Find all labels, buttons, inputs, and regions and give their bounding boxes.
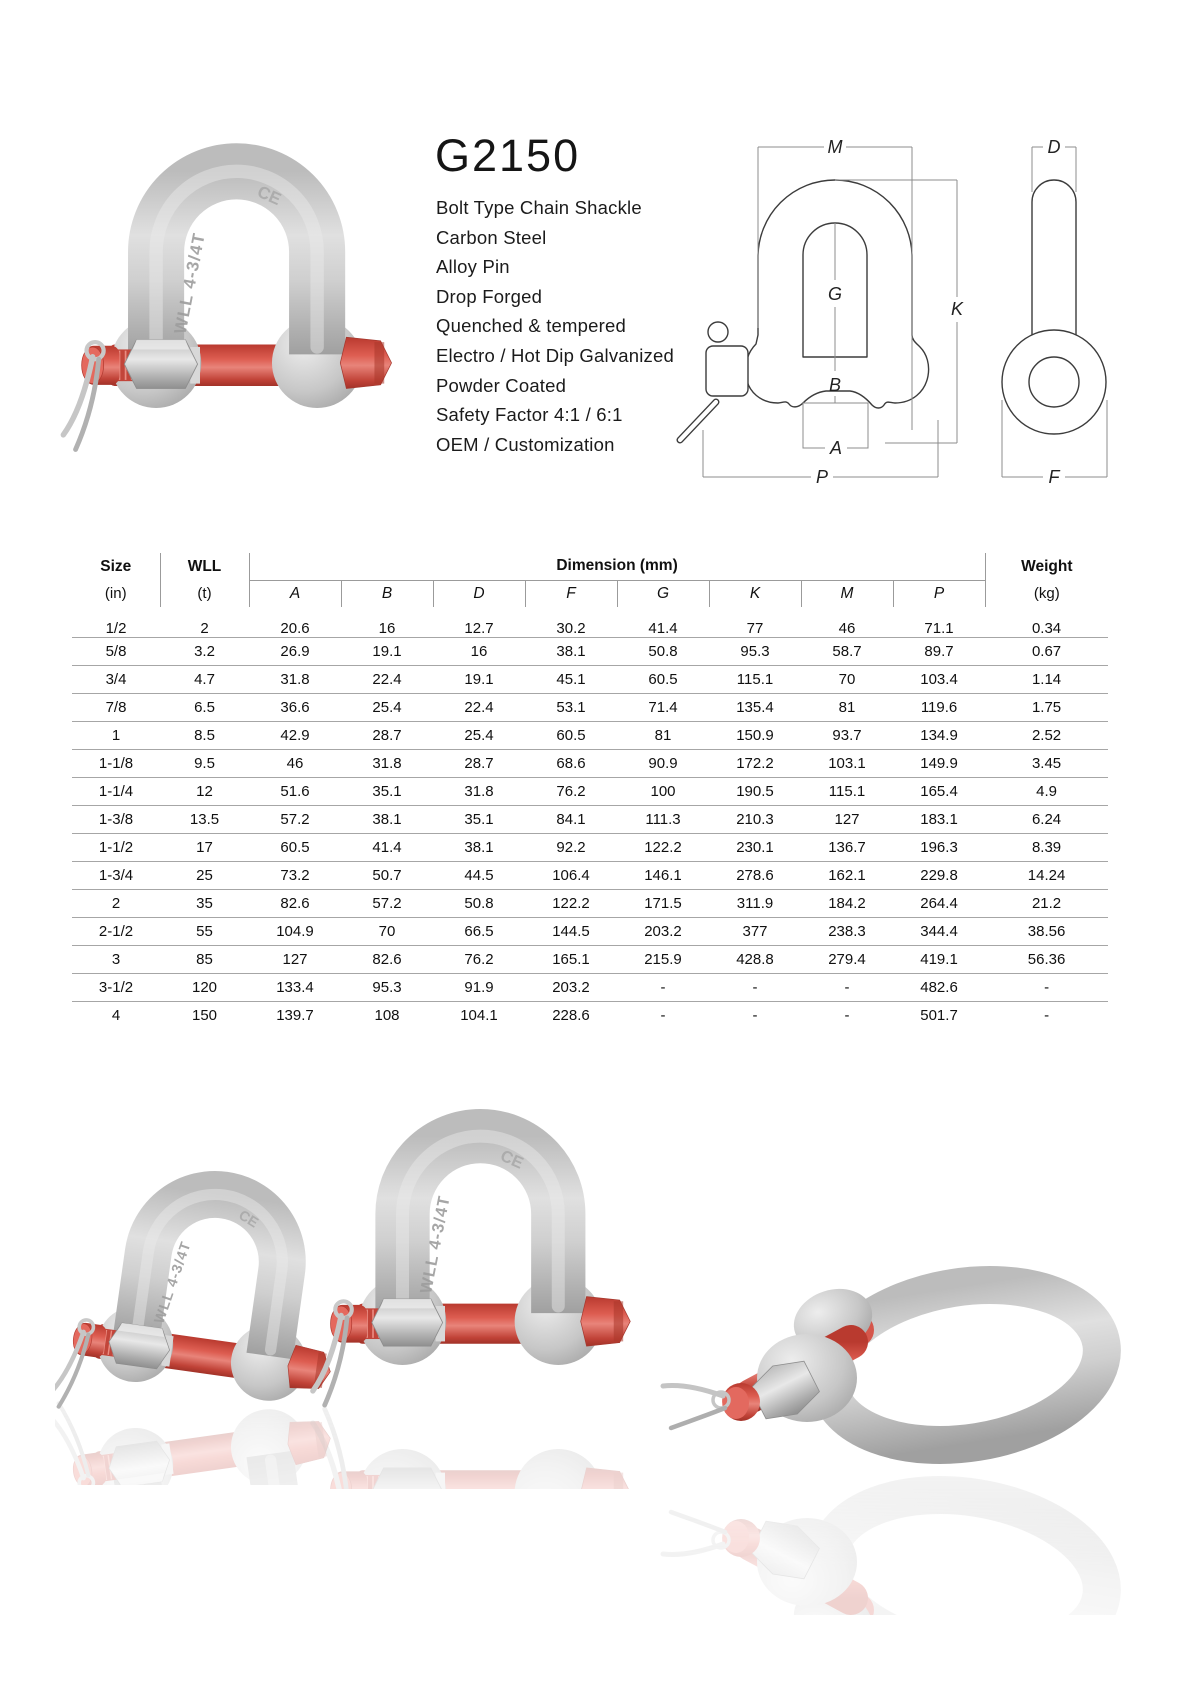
spec-cell: 53.1 [525,694,617,722]
spec-cell: 46 [249,750,341,778]
front-nut-outline [706,346,748,396]
spec-cell: 127 [801,806,893,834]
spec-cell: 9.5 [160,750,249,778]
spec-cell: 19.1 [433,666,525,694]
spec-cell: 56.36 [985,946,1108,974]
spec-row [72,778,1108,806]
spec-cell: 172.2 [709,750,801,778]
spec-cell: 57.2 [341,890,433,918]
spec-cell: 2-1/2 [72,918,160,946]
spec-cell: 127 [249,946,341,974]
spec-cell: - [985,974,1108,1002]
spec-cell: 81 [801,694,893,722]
spec-cell: 115.1 [801,778,893,806]
spec-row [72,834,1108,862]
spec-cell: 4 [111,1007,121,1025]
dim-label-k: K [950,299,964,319]
spec-cell: 6.24 [985,806,1108,834]
spec-row [72,890,1108,918]
spec-cell: 30.2 [525,607,617,638]
spec-cell: 146.1 [617,862,709,890]
spec-cell: - [617,974,709,1002]
spec-cell: 42.9 [249,722,341,750]
spec-row [72,946,1108,974]
front-cotter-pin-inner [680,402,716,440]
spec-cell: 16 [341,607,433,638]
spec-cell: 41.4 [341,834,433,862]
spec-cell: 21.2 [985,890,1108,918]
spec-cell: 119.6 [893,694,985,722]
spec-cell: 482.6 [893,974,985,1002]
spec-cell: 17 [160,834,249,862]
dim-label-b: B [828,375,842,395]
spec-cell: 120 [160,974,249,1002]
spec-cell: 344.4 [893,918,985,946]
spec-cell: 228.6 [552,1007,590,1025]
spec-table [72,553,1108,1030]
spec-cell: 70 [341,918,433,946]
spec-cell: 46 [801,607,893,638]
dim-col-F: F [525,580,617,607]
technical-drawing [640,100,1140,490]
spec-cell: 264.4 [893,890,985,918]
spec-cell: 50.8 [617,638,709,666]
spec-cell: 419.1 [893,946,985,974]
col-weight-unit: (kg) [985,580,1108,607]
spec-cell: 3-1/2 [72,974,160,1002]
spec-cell: 85 [160,946,249,974]
spec-cell: 71.4 [617,694,709,722]
spec-cell: 31.8 [341,750,433,778]
spec-cell: 19.1 [341,638,433,666]
spec-cell: - [660,1007,666,1025]
feature-item: Electro / Hot Dip Galvanized [436,344,674,366]
dim-label-f: F [1048,467,1060,487]
dim-label-p: P [815,467,829,487]
spec-cell: 60.5 [617,666,709,694]
spec-cell: 58.7 [801,638,893,666]
reflection-right [663,1476,1114,1655]
spec-cell: 5/8 [72,638,160,666]
dim-col-M: M [801,580,893,607]
spec-cell: - [1044,1007,1050,1025]
spec-cell: 82.6 [249,890,341,918]
spec-cell: 6.5 [160,694,249,722]
spec-cell: 73.2 [249,862,341,890]
spec-cell: 2 [72,890,160,918]
spec-cell: 1-3/4 [72,862,160,890]
spec-cell: 279.4 [801,946,893,974]
spec-cell: 3 [72,946,160,974]
spec-cell: 238.3 [801,918,893,946]
spec-cell: - [709,974,801,1002]
spec-cell: 2 [160,607,249,638]
spec-cell: 100 [617,778,709,806]
spec-cell: 3.2 [160,638,249,666]
spec-cell: 165.1 [525,946,617,974]
spec-cell: - [801,974,893,1002]
spec-cell: 44.5 [433,862,525,890]
spec-cell: 51.6 [249,778,341,806]
spec-cell: 190.5 [709,778,801,806]
spec-cell: 1-1/4 [72,778,160,806]
spec-cell: 16 [433,638,525,666]
reflection-left [55,1367,353,1635]
spec-cell: 77 [709,607,801,638]
spec-cell: 1 [72,722,160,750]
spec-cell: 428.8 [709,946,801,974]
col-weight-header: Weight [985,553,1108,580]
spec-cell: 50.7 [341,862,433,890]
col-wll-header: WLL [160,553,249,580]
spec-cell: 3.45 [985,750,1108,778]
reflection-center [313,1409,630,1655]
feature-item: Quenched & tempered [436,315,626,337]
feature-item: Bolt Type Chain Shackle [436,197,642,218]
spec-cell: 22.4 [433,694,525,722]
spec-cell: 215.9 [617,946,709,974]
spec-cell: 2.52 [985,722,1108,750]
product-photo-right [663,1266,1114,1463]
spec-cell: 230.1 [709,834,801,862]
spec-cell: 14.24 [985,862,1108,890]
spec-cell: 28.7 [341,722,433,750]
spec-cell: 25 [160,862,249,890]
product-gallery [55,1075,1130,1655]
spec-cell: 135.4 [709,694,801,722]
spec-cell: 71.1 [893,607,985,638]
spec-cell: 134.9 [893,722,985,750]
spec-row [72,806,1108,834]
spec-cell: 36.6 [249,694,341,722]
spec-cell: 22.4 [341,666,433,694]
spec-cell: 76.2 [525,778,617,806]
feature-item: OEM / Customization [436,433,615,455]
spec-cell: 210.3 [709,806,801,834]
spec-cell: 20.6 [249,607,341,638]
spec-cell: 8.39 [985,834,1108,862]
spec-cell: 196.3 [893,834,985,862]
spec-cell: 90.9 [617,750,709,778]
spec-cell: 7/8 [72,694,160,722]
spec-cell: 41.4 [617,607,709,638]
product-photo-main: WLL 4-3/4T [20,95,420,475]
spec-cell: 38.56 [985,918,1108,946]
spec-cell: 25.4 [433,722,525,750]
spec-cell: 1/2 [72,607,160,638]
spec-cell: 122.2 [617,834,709,862]
spec-cell: 106.4 [525,862,617,890]
spec-cell: 95.3 [709,638,801,666]
spec-cell: 92.2 [525,834,617,862]
dim-col-K: K [709,580,801,607]
spec-cell: 122.2 [525,890,617,918]
spec-cell: 35.1 [433,806,525,834]
spec-cell: 50.8 [433,890,525,918]
spec-cell: 139.7 [276,1007,314,1025]
spec-cell: 162.1 [801,862,893,890]
front-dimension-lines [703,147,957,477]
spec-cell: 377 [709,918,801,946]
spec-cell: 84.1 [525,806,617,834]
spec-cell: 26.9 [249,638,341,666]
spec-cell: 89.7 [893,638,985,666]
spec-row [72,722,1108,750]
spec-cell: - [752,1007,758,1025]
spec-cell: 1-1/2 [72,834,160,862]
spec-cell: 35.1 [341,778,433,806]
spec-cell: 57.2 [249,806,341,834]
spec-cell: 76.2 [433,946,525,974]
spec-cell: 1.14 [985,666,1108,694]
spec-cell: 1-1/8 [72,750,160,778]
spec-cell: 1-3/8 [72,806,160,834]
spec-cell: 95.3 [341,974,433,1002]
dim-col-A: A [289,584,301,602]
spec-cell: 104.9 [249,918,341,946]
spec-cell: 13.5 [160,806,249,834]
spec-cell: 144.5 [525,918,617,946]
spec-cell: 4.7 [160,666,249,694]
spec-cell: 45.1 [525,666,617,694]
spec-cell: 133.4 [249,974,341,1002]
dim-label-d: D [1047,137,1061,157]
spec-cell: 66.5 [433,918,525,946]
spec-cell: 501.7 [920,1007,958,1025]
dim-col-G: G [617,580,709,607]
spec-cell: 136.7 [801,834,893,862]
spec-table-section [72,553,1108,1030]
feature-item: Carbon Steel [436,226,547,248]
spec-cell: 165.4 [893,778,985,806]
spec-cell: 115.1 [709,666,801,694]
drawing-front-view [680,180,929,440]
spec-cell: 111.3 [617,806,709,834]
main-photo-shackle [63,171,391,449]
spec-cell: 93.7 [801,722,893,750]
spec-cell: 1.75 [985,694,1108,722]
dim-col-P: P [893,580,985,607]
spec-cell: 278.6 [709,862,801,890]
spec-cell: 103.1 [801,750,893,778]
dim-label-m: M [827,137,843,157]
spec-cell: 31.8 [433,778,525,806]
spec-cell: 35 [160,890,249,918]
spec-row [72,694,1108,722]
feature-item: Drop Forged [436,285,543,307]
dim-label-g: G [827,284,843,304]
spec-cell: 0.67 [985,638,1108,666]
spec-cell: 0.34 [985,607,1108,638]
spec-cell: 150.9 [709,722,801,750]
spec-cell: 91.9 [433,974,525,1002]
dim-label-a: A [829,438,843,458]
product-photo-left [55,1175,353,1443]
spec-table-body [72,607,1108,1030]
col-size-unit: (in) [72,580,160,607]
spec-cell: 3/4 [72,666,160,694]
spec-row [72,638,1108,666]
spec-cell: 229.8 [893,862,985,890]
spec-cell: 38.1 [525,638,617,666]
spec-cell: 150 [191,1007,218,1025]
spec-cell: 183.1 [893,806,985,834]
spec-cell: 31.8 [249,666,341,694]
spec-cell: 68.6 [525,750,617,778]
spec-cell: 184.2 [801,890,893,918]
spec-cell: 82.6 [341,946,433,974]
spec-row [72,750,1108,778]
dim-col-B: B [341,580,433,607]
spec-cell: 149.9 [893,750,985,778]
spec-cell: - [844,1007,850,1025]
spec-row [72,862,1108,890]
spec-cell: 12.7 [433,607,525,638]
spec-cell: 60.5 [525,722,617,750]
drawing-side-view [1002,180,1106,434]
spec-cell: 38.1 [433,834,525,862]
dim-col-D: D [433,580,525,607]
spec-cell: 81 [617,722,709,750]
spec-cell: 311.9 [709,890,801,918]
spec-cell: 12 [160,778,249,806]
front-cotter-eye-bump [708,322,728,342]
spec-cell: 104.1 [460,1007,498,1025]
spec-cell: 103.4 [893,666,985,694]
spec-cell: 8.5 [160,722,249,750]
feature-item: Powder Coated [436,374,567,396]
product-photo-center [313,1136,630,1405]
spec-row [72,607,1108,638]
col-size-header: Size [72,553,160,580]
spec-cell: 25.4 [341,694,433,722]
dimension-group-header: Dimension (mm) [249,553,985,580]
spec-row [72,1002,1108,1030]
col-wll-unit: (t) [160,580,249,607]
product-code-title: G2150 [435,130,581,181]
feature-list [436,193,674,459]
spec-cell: 4.9 [985,778,1108,806]
spec-cell: 203.2 [617,918,709,946]
spec-row [72,918,1108,946]
side-eye [1002,330,1106,434]
spec-cell: 70 [801,666,893,694]
table-subheader-row [72,580,1108,607]
spec-cell: 55 [160,918,249,946]
spec-cell: 108 [374,1007,400,1025]
feature-item: Safety Factor 4:1 / 6:1 [436,404,623,426]
spec-cell: 203.2 [525,974,617,1002]
spec-cell: 171.5 [617,890,709,918]
spec-cell: 60.5 [249,834,341,862]
spec-row [72,666,1108,694]
table-header-row [72,553,1108,580]
spec-cell: 38.1 [341,806,433,834]
feature-item: Alloy Pin [436,256,510,278]
spec-cell: 28.7 [433,750,525,778]
spec-row [72,974,1108,1002]
